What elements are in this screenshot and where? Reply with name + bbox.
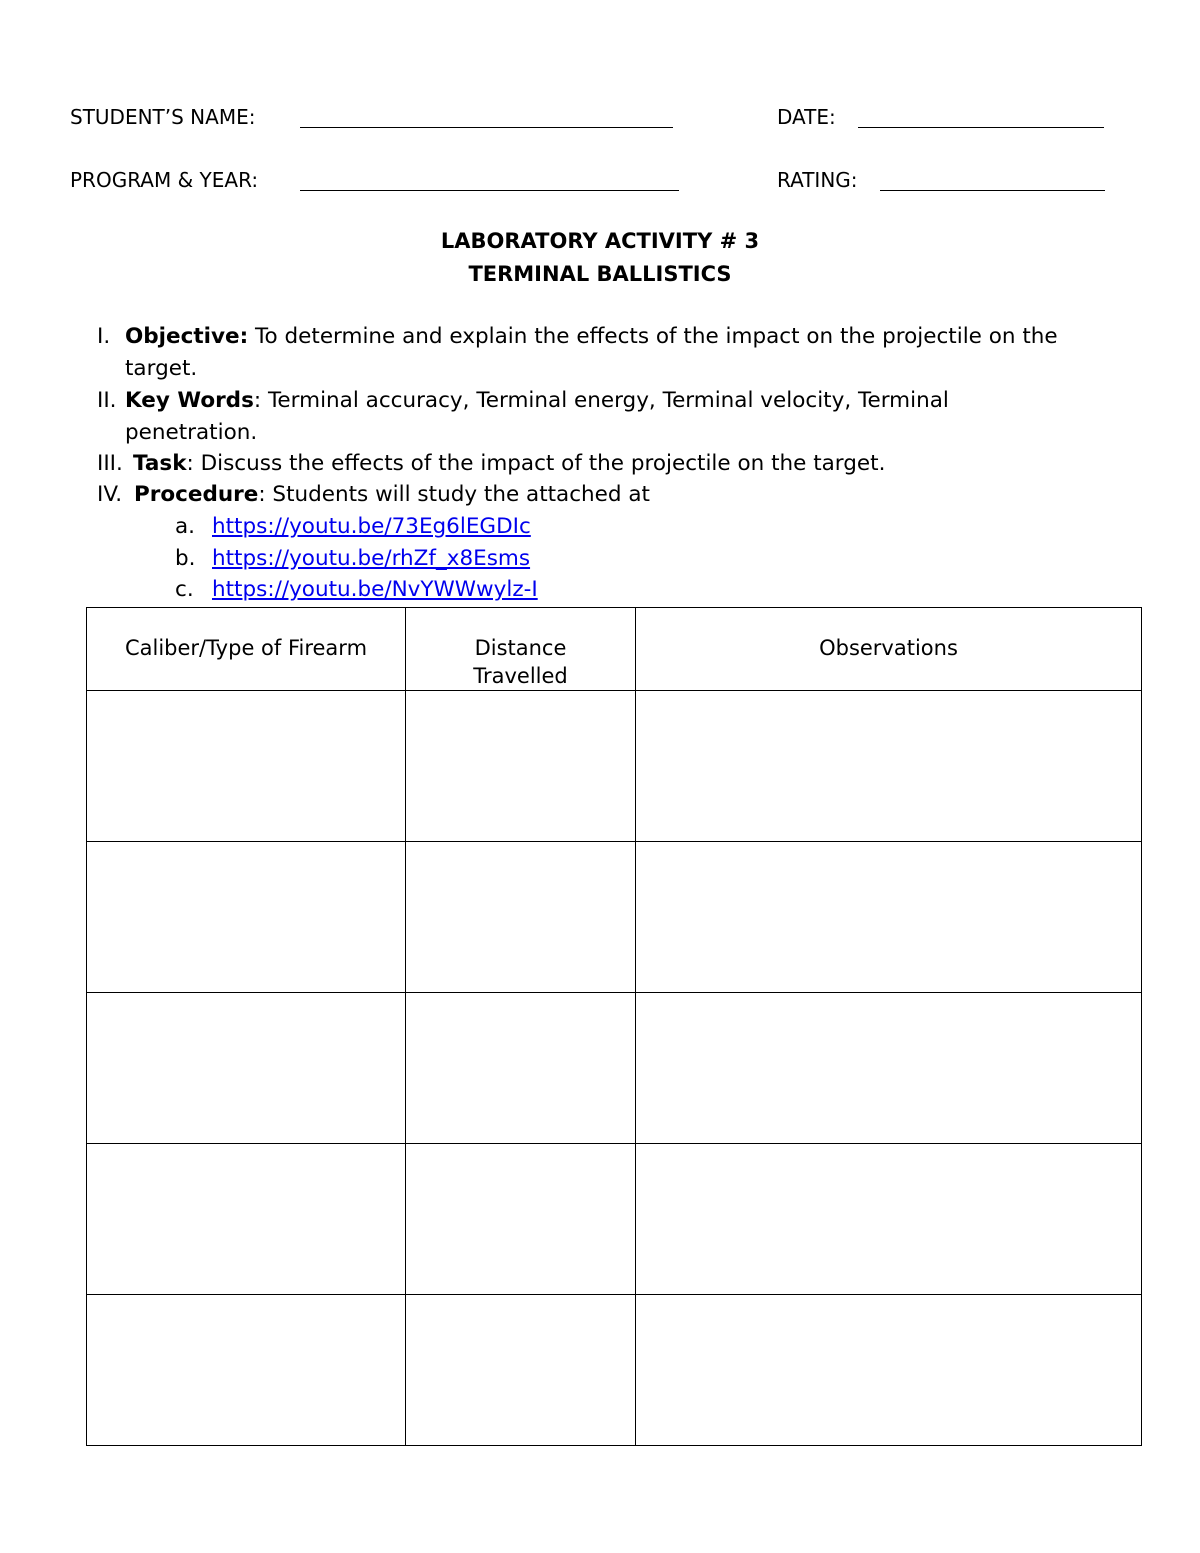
distance-cell[interactable] [406, 1144, 636, 1295]
section-number: IV. [97, 482, 123, 507]
activity-subtitle: TERMINAL BALLISTICS [468, 262, 732, 286]
observations-table [86, 607, 1142, 1446]
link-item-b [0, 543, 1200, 575]
date-field[interactable] [858, 127, 1104, 128]
observations-cell[interactable] [636, 1295, 1142, 1446]
observations-cell[interactable] [636, 993, 1142, 1144]
student-name-field[interactable] [300, 127, 673, 128]
caliber-cell[interactable] [87, 1295, 406, 1446]
distance-cell[interactable] [406, 1295, 636, 1446]
section-number: III. [97, 451, 123, 476]
program-year-label: PROGRAM & YEAR: [70, 168, 259, 192]
section-heading: Task [133, 451, 187, 476]
distance-cell[interactable] [406, 993, 636, 1144]
video-link-c[interactable]: https://youtu.be/NvYWWwylz-I [212, 577, 538, 602]
date-label: DATE: [777, 105, 836, 129]
caliber-cell[interactable] [87, 842, 406, 993]
rating-field[interactable] [880, 190, 1105, 191]
section-heading: Key Words [125, 388, 254, 413]
section-number: I. [97, 324, 111, 349]
table-row [87, 691, 1142, 842]
video-link-a[interactable]: https://youtu.be/73Eg6lEGDIc [212, 514, 531, 539]
table-header-row [87, 608, 1142, 691]
caliber-cell[interactable] [87, 1144, 406, 1295]
section-number: II. [97, 388, 117, 413]
video-links-list [0, 511, 1200, 606]
header-row-2 [0, 165, 1200, 195]
caliber-cell[interactable] [87, 993, 406, 1144]
col-header-distance: Distance Travelled [406, 608, 636, 691]
distance-cell[interactable] [406, 842, 636, 993]
table-row [87, 1144, 1142, 1295]
rating-label: RATING: [777, 168, 858, 192]
caliber-cell[interactable] [87, 691, 406, 842]
col-header-caliber: Caliber/Type of Firearm [87, 608, 406, 691]
observations-cell[interactable] [636, 842, 1142, 993]
table-row [87, 993, 1142, 1144]
section-text: : Terminal accuracy, Terminal energy, Terminal velocity, Terminal penetration. [125, 388, 949, 445]
section-heading: Objective: [125, 324, 249, 349]
observations-cell[interactable] [636, 691, 1142, 842]
link-letter: c. [175, 577, 194, 602]
student-name-label: STUDENT’S NAME: [70, 105, 256, 129]
distance-cell[interactable] [406, 691, 636, 842]
video-link-b[interactable]: https://youtu.be/rhZf_x8Esms [212, 545, 531, 571]
section-text: : Students will study the attached at [258, 482, 650, 507]
link-item-a [0, 511, 1200, 543]
activity-title: LABORATORY ACTIVITY # 3 [440, 229, 760, 253]
observations-cell[interactable] [636, 1144, 1142, 1295]
col-header-observations: Observations [636, 608, 1142, 691]
section-text: To determine and explain the effects of the impact on the projectile on the target. [125, 324, 1058, 381]
table-row [87, 1295, 1142, 1446]
section-heading: Procedure [134, 482, 259, 507]
program-year-field[interactable] [300, 190, 679, 191]
link-letter: b. [175, 545, 196, 571]
table-row [87, 842, 1142, 993]
link-letter: a. [175, 514, 196, 539]
section-text: : Discuss the effects of the impact of the projectile on the target. [186, 451, 886, 476]
header-row-1 [0, 102, 1200, 132]
link-item-c [0, 574, 1200, 606]
